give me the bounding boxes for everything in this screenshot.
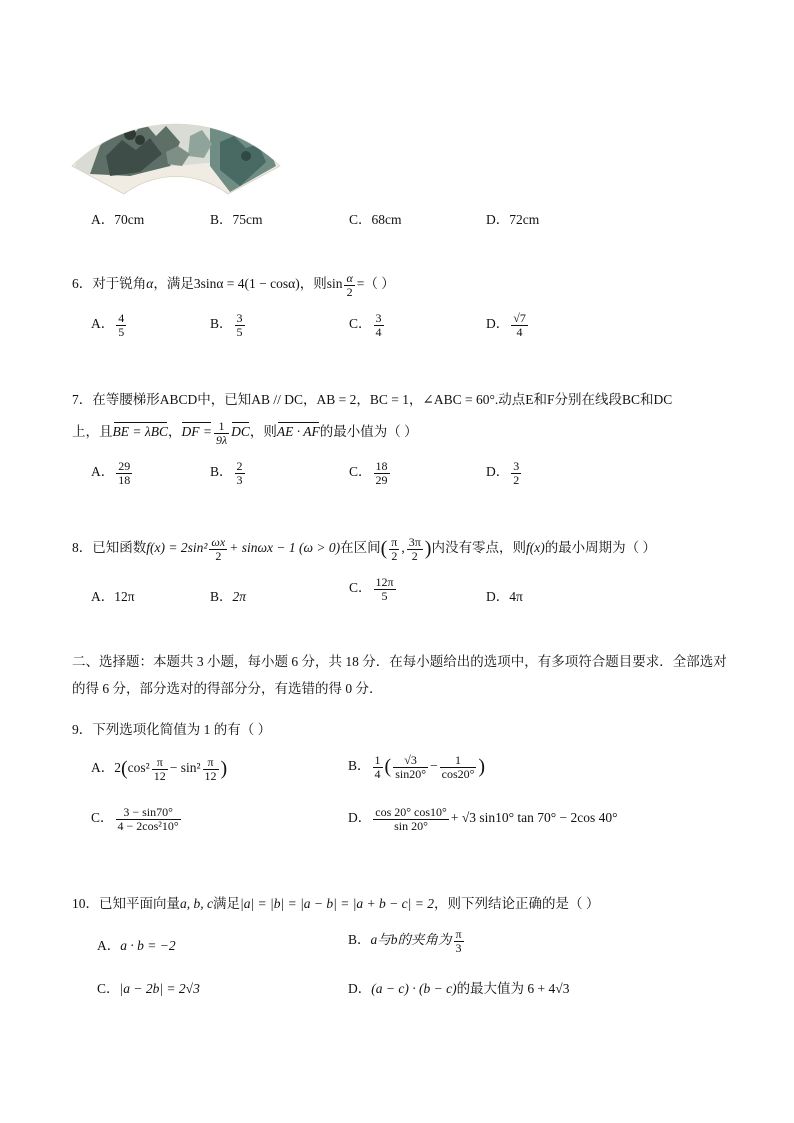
q6-stem: 6．对于锐角α，满足3sinα = 4(1 − cosα)，则sin $\frac{\alpha}{2}$ =（ ） — [72, 271, 395, 299]
q8-option-a: A．12π — [91, 589, 135, 604]
fan-painting-image — [70, 96, 282, 198]
q8-option-b: B．2π — [210, 589, 247, 604]
q5-option-c: C．68cm — [349, 212, 402, 227]
q5-option-a: A．70cm — [91, 212, 145, 227]
q10-stem: 10．已知平面向量a, b, c满足|a| = |b| = |a − b| = |a + b − c| = 2，则下列结论正确的是（ ） — [72, 896, 600, 911]
q6-option-d: D． $\frac{√7}{4}$ — [486, 311, 526, 339]
q9-option-b: B． $\frac{1}{4}$ ( $\frac{√3}{\sin 20^\circ}$ − $\frac{1}{\cos 20^\circ}$ ) — [348, 753, 486, 781]
q7-stem-line1: 7．在等腰梯形ABCD中，已知AB // DC，AB = 2，BC = 1，∠ABC = 60°.动点E和F分别在线段BC和DC — [72, 392, 673, 407]
q9-stem: 9．下列选项化简值为 1 的有（ ） — [72, 722, 272, 737]
q6-option-c: C． $\frac{3}{4}$ — [349, 311, 382, 339]
q5-option-b: B．75cm — [210, 212, 263, 227]
q9-option-d: D． $\frac{\cos 20^\circ \cos 10^\circ}{\sin 20^\circ}$ + √3 sin10° tan 70° − 2cos 40° — [348, 805, 618, 833]
q7-option-c: C． $\frac{18}{29}$ — [349, 459, 388, 487]
q10-option-c: C．|a − 2b| = 2√3 — [97, 981, 200, 996]
q10-option-b: B．a与b的夹角为 $\frac{\pi}{3}$ — [348, 927, 462, 955]
q8-stem: 8．已知函数f(x) = 2sin² $\frac{\omega x}{2}$ + sinωx − 1 (ω > 0)在区间( $\frac{\pi}{2}$ , $\frac{3\pi}{2}$ )内没有零点，则f(x)的最小周期为（ ） — [72, 535, 657, 563]
q10-option-a: A．a · b = −2 — [97, 938, 176, 953]
q8-option-c: C． $\frac{12\pi}{5}$ — [349, 575, 394, 603]
q8-option-d: D．4π — [486, 589, 523, 604]
q6-option-b: B． $\frac{3}{5}$ — [210, 311, 243, 339]
section2-heading: 二、选择题：本题共 3 小题，每小题 6 分，共 18 分．在每小题给出的选项中，有多项符合题目要求．全部选对的得 6 分，部分选对的得部分分，有选错的得 0 分． — [72, 654, 727, 696]
q9-option-a: A．2(cos² $\frac{\pi}{12}$ − sin² $\frac{\pi}{12}$ ) — [91, 755, 228, 783]
q5-option-d: D．72cm — [486, 212, 540, 227]
q7-option-d: D． $\frac{3}{2}$ — [486, 459, 520, 487]
q7-stem-line2: 上，且BE = λBC，DF = $\frac{1}{9\lambda}$ DC，则AE · AF的最小值为（ ） — [72, 419, 418, 447]
q9-option-c: C． $\frac{3 - \sin 70^\circ}{\text{4 − 2cos²10°}}$ — [91, 805, 179, 833]
q10-option-d: D．(a − c) · (b − c)的最大值为 6 + 4√3 — [348, 981, 570, 996]
q7-option-a: A． $\frac{29}{18}$ — [91, 459, 131, 487]
q7-option-b: B． $\frac{2}{3}$ — [210, 459, 243, 487]
q6-option-a: A． $\frac{4}{5}$ — [91, 311, 125, 339]
